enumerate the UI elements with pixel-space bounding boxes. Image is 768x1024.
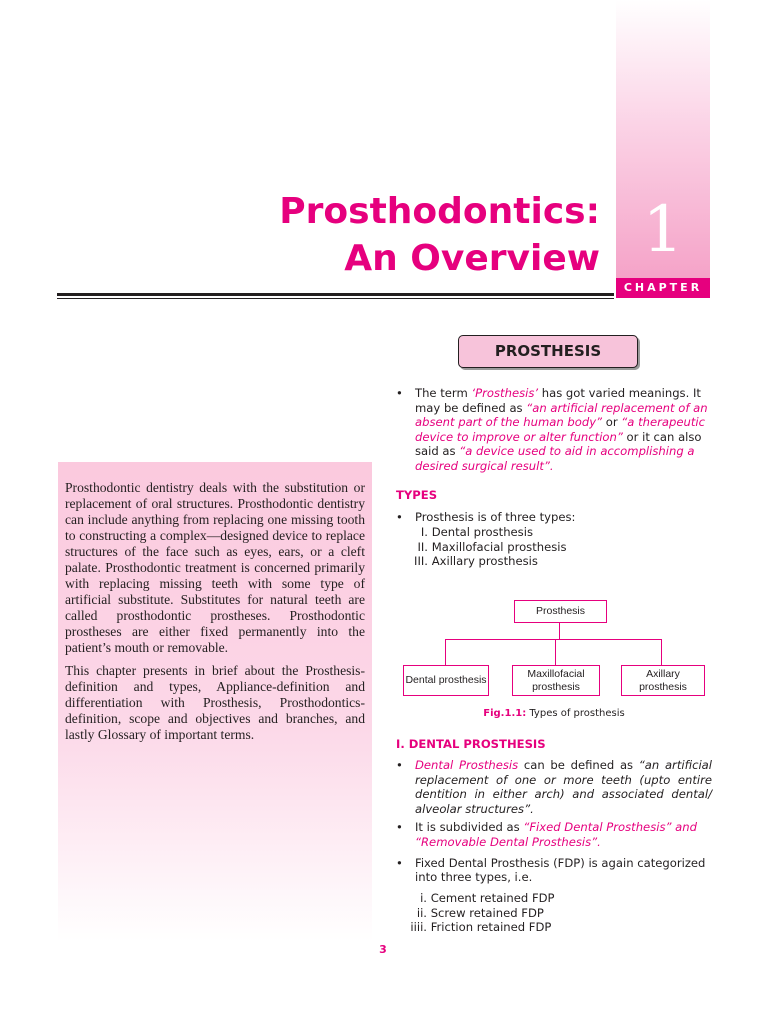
diagram-root-box: Prosthesis — [514, 600, 607, 623]
list-item: ii. Screw retained FDP — [416, 905, 544, 920]
dental-heading: I. DENTAL PROSTHESIS — [396, 737, 546, 751]
title-rule-thin — [57, 298, 614, 299]
chapter-number: 1 — [642, 193, 684, 267]
diagram-connector — [661, 639, 662, 665]
prosthesis-diagram — [400, 598, 710, 698]
bullet-icon: • — [396, 510, 403, 524]
summary-paragraph-2: This chapter presents in brief about the Prosthesis-definition and types, Appliance-definition and differentiation with Prosthesis, Prosthodontics-definition, scope and objectives and branches, and lastly Glossary of important terms. — [65, 663, 365, 742]
title-rule — [57, 293, 614, 296]
bullet-icon: • — [396, 855, 403, 870]
list-item: II. Maxillofacial prosthesis — [417, 539, 567, 554]
section-heading-box: PROSTHESIS — [458, 335, 638, 368]
intro-block — [396, 386, 712, 474]
list-item: I. Dental prosthesis — [420, 525, 533, 539]
list-item: i. Cement retained FDP — [420, 891, 555, 905]
diagram-child-box: Axillary prosthesis — [621, 665, 705, 696]
list-item: III. Axillary prosthesis — [414, 554, 538, 569]
fdp-list — [405, 891, 555, 935]
chapter-label: CHAPTER — [616, 278, 710, 298]
types-block — [396, 510, 712, 525]
dental-bullet-2: • It is subdivided as “Fixed Dental Prosthesis” and “Removable Dental Prosthesis”. — [396, 820, 697, 849]
title-line-2: An Overview — [344, 238, 600, 279]
diagram-child-box: Maxillofacial prosthesis — [512, 665, 600, 696]
types-heading: TYPES — [396, 488, 438, 502]
figure-caption: Fig.1.1: Types of prosthesis — [483, 708, 625, 719]
types-list — [408, 525, 567, 569]
diagram-connector — [445, 639, 446, 665]
page-number: 3 — [379, 943, 387, 956]
summary-paragraph-1: Prosthodontic dentistry deals with the substitution or replacement of oral structures. Prosthodontic dentistry can include anything from replacing one missing tooth to constructing a complex—designed device to replace structures of the face such as eyes, ears, or a cleft palate. Prosthodontic treatment is concerned primarily with replacing missing teeth with some type of artificial substitute. Substitutes for natural teeth are called prosthodontic prostheses. Prosthodontic prostheses are either fixed permanently into the patient’s mouth or removable. — [65, 480, 365, 655]
types-bullet: • Prosthesis is of three types: — [396, 510, 576, 524]
diagram-connector — [559, 622, 560, 639]
diagram-connector — [445, 639, 661, 640]
dental-block — [396, 758, 712, 885]
diagram-connector — [555, 639, 556, 665]
intro-bullet: • The term ‘Prosthesis’ has got varied meanings. It may be defined as “an artificial replacement of an absent part of the human body” or “a therapeutic device to improve or alter function” or it can also said as “a device used to aid in accomplishing a desired surgical result”. — [396, 386, 708, 473]
title-line-1: Prosthodontics: — [279, 191, 600, 232]
diagram-child-box: Dental prosthesis — [403, 665, 489, 696]
dental-bullet-1: • Dental Prosthesis can be defined as “an artificial replacement of one or more teeth (upto entire dentition in either arch) and associated dental/ alveolar structures”. — [396, 758, 713, 816]
dental-bullet-3: • Fixed Dental Prosthesis (FDP) is again categorized into three types, i.e. — [396, 855, 706, 885]
bullet-icon: • — [396, 386, 403, 400]
chapter-title — [279, 188, 600, 282]
list-item: iiii. Friction retained FDP — [410, 920, 552, 935]
bullet-icon: • — [396, 820, 403, 835]
bullet-icon: • — [396, 758, 403, 772]
summary-text — [65, 480, 365, 750]
